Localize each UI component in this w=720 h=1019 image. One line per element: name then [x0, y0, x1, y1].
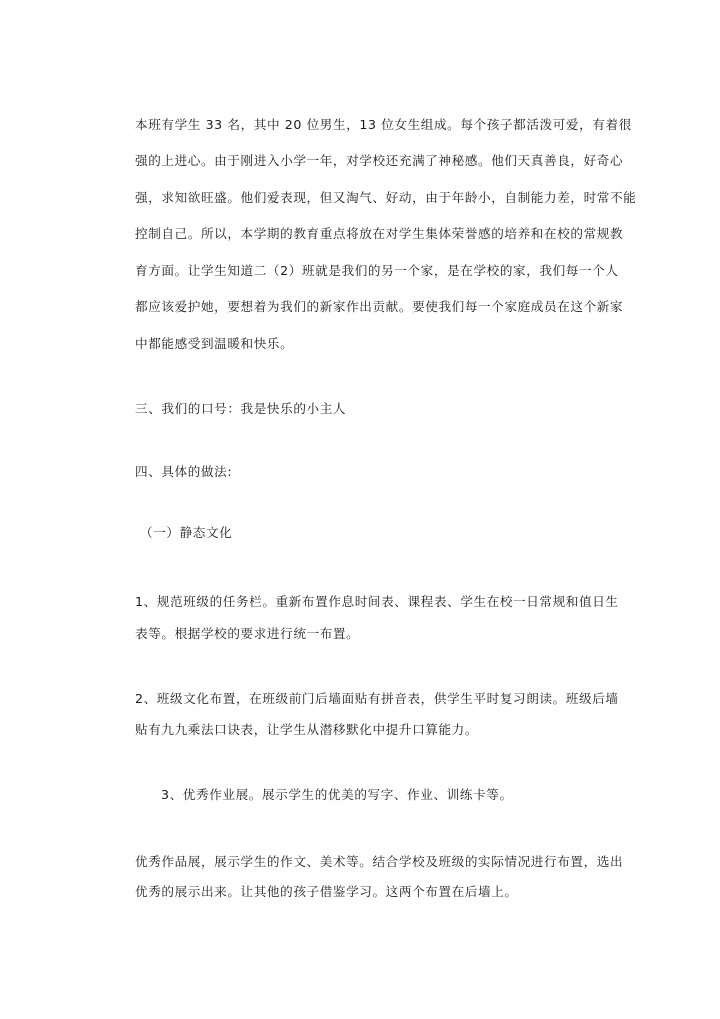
paragraph-1-line-5: 育方面。让学生知道二（2）班就是我们的另一个家，是在学校的家，我们每一个人	[135, 263, 619, 278]
paragraph-1-line-1: 本班有学生 33 名，其中 20 位男生，13 位女生组成。每个孩子都活泼可爱，有着很	[135, 117, 632, 132]
paragraph-1-line-4: 控制自己。所以，本学期的教育重点将放在对学生集体荣誉感的培养和在校的常规教	[135, 226, 624, 241]
section-heading-slogan: 三、我们的口号：我是快乐的小主人	[135, 401, 347, 416]
item-3: 3、优秀作业展。展示学生的优美的写字、作业、训练卡等。	[161, 787, 513, 802]
paragraph-last-line-1: 优秀作品展，展示学生的作文、美术等。结合学校及班级的实际情况进行布置，选出	[135, 854, 624, 869]
subheading-static-culture: （一）静态文化	[140, 525, 233, 540]
paragraph-1-line-7: 中都能感受到温暖和快乐。	[135, 336, 294, 351]
item-1-line-1: 1、规范班级的任务栏。重新布置作息时间表、课程表、学生在校一日常规和值日生	[135, 594, 619, 609]
item-1-line-2: 表等。根据学校的要求进行统一布置。	[135, 626, 360, 641]
paragraph-last-line-2: 优秀的展示出来。让其他的孩子借鉴学习。这两个布置在后墙上。	[135, 884, 518, 899]
item-2-line-2: 贴有九九乘法口诀表，让学生从潜移默化中提升口算能力。	[135, 722, 479, 737]
paragraph-1-line-6: 都应该爱护她，要想着为我们的新家作出贡献。要使我们每一个家庭成员在这个新家	[135, 299, 624, 314]
section-heading-methods: 四、具体的做法:	[135, 464, 233, 479]
paragraph-1-line-2: 强的上进心。由于刚进入小学一年，对学校还充满了神秘感。他们天真善良，好奇心	[135, 153, 624, 168]
item-2-line-1: 2、班级文化布置，在班级前门后墙面贴有拼音表，供学生平时复习朗读。班级后墙	[135, 691, 619, 706]
paragraph-1-line-3: 强，求知欲旺盛。他们爱表现，但又淘气、好动，由于年龄小，自制能力差，时常不能	[135, 190, 637, 205]
